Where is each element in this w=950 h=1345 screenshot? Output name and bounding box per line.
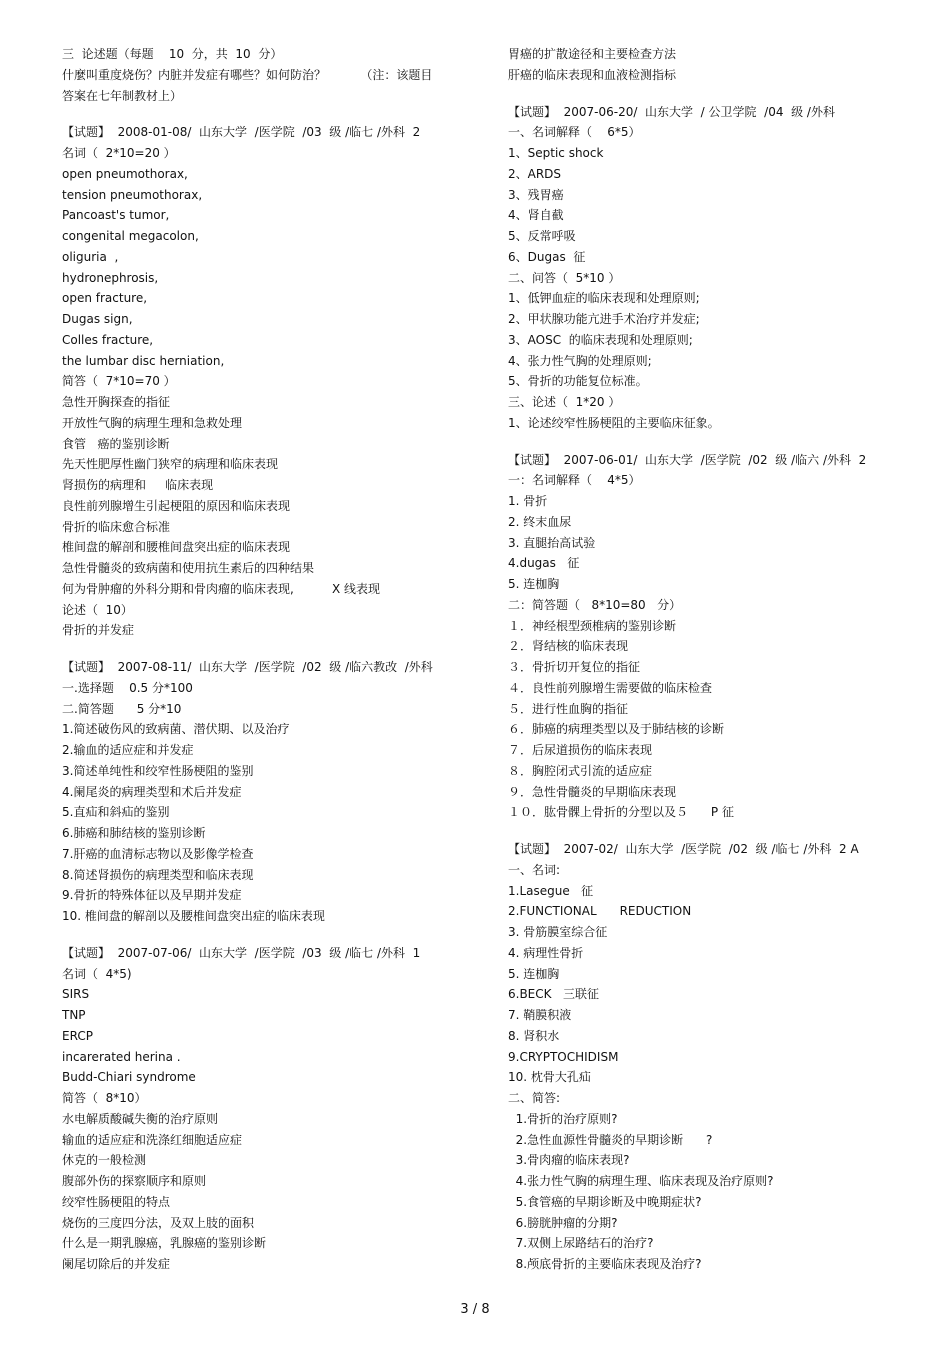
text-line: 2、ARDS xyxy=(508,166,562,181)
text-line: oliguria , xyxy=(62,249,119,264)
text-line: 1、论述绞窄性肠梗阻的主要临床征象。 xyxy=(508,415,720,430)
text-line: 2.FUNCTIONAL REDUCTION xyxy=(508,904,692,919)
text-line: open fracture, xyxy=(62,291,148,306)
text-line: 名词（ 2*10=20 ） xyxy=(62,146,176,160)
text-line: 3.简述单纯性和绞窄性肠梗阻的鉴别 xyxy=(62,763,254,778)
right-column xyxy=(508,44,928,1275)
text-line: ５．进行性血胸的指征 xyxy=(508,701,629,716)
text-line: 休克的一般检测 xyxy=(62,1153,147,1168)
section-gap xyxy=(62,106,462,122)
text-line: 4.dugas 征 xyxy=(508,556,580,571)
text-line: 4、张力性气胸的处理原则; xyxy=(508,353,652,368)
text-line: 一、名词解释（ 6*5） xyxy=(508,125,641,140)
text-line: 什麼叫重度烧伤？内脏并发症有哪些？如何防治？ （注：该题目 xyxy=(62,67,433,82)
text-line: 2、甲状腺功能亢进手术治疗并发症; xyxy=(508,312,700,326)
text-line: ４．良性前列腺增生需要做的临床检查 xyxy=(508,680,713,695)
text-line: 【试题】 2007-08-11/ 山东大学 /医学院 /02 级 /临六教改 /外科 xyxy=(62,660,433,674)
text-line: 5. 连枷胸 xyxy=(508,966,560,981)
text-line: 食管 癌的鉴别诊断 xyxy=(62,436,170,451)
text-line: 1.简述破伤风的致病菌、潜伏期、以及治疗 xyxy=(62,722,290,737)
section-gap xyxy=(508,86,928,102)
text-line: ７．后尿道损伤的临床表现 xyxy=(508,743,653,757)
text-line: 良性前列腺增生引起梗阻的原因和临床表现 xyxy=(62,498,291,513)
text-line: 开放性气胸的病理生理和急救处理 xyxy=(62,415,243,430)
text-line: Colles fracture, xyxy=(62,332,154,347)
text-line: 一.选择题 0.5 分*100 xyxy=(62,680,193,695)
text-line: 答案在七年制教材上） xyxy=(62,88,183,103)
text-line: 7. 鞘膜积液 xyxy=(508,1008,572,1022)
text-line: 三、论述（ 1*20 ） xyxy=(508,395,621,409)
text-line: 肝癌的临床表现和血液检测指标 xyxy=(508,67,677,82)
text-line: 1、Septic shock xyxy=(508,146,604,160)
text-line: 3. 直腿抬高试验 xyxy=(508,535,596,550)
text-line: 2. 终末血尿 xyxy=(508,514,572,529)
text-line: 8. 肾积水 xyxy=(508,1028,560,1043)
text-line: TNP xyxy=(62,1008,86,1022)
text-line: 5、骨折的功能复位标准。 xyxy=(508,374,648,389)
text-line: Budd-Chiari syndrome xyxy=(62,1070,196,1085)
text-line: １０．肱骨髁上骨折的分型以及５ P 征 xyxy=(508,805,734,820)
text-line: 5. 连枷胸 xyxy=(508,577,560,591)
text-line: 【试题】 2008-01-08/ 山东大学 /医学院 /03 级 /临七 /外科 2 xyxy=(62,125,421,140)
text-line: 烧伤的三度四分法，及双上肢的面积 xyxy=(62,1215,255,1230)
text-line: 4.张力性气胸的病理生理、临床表现及治疗原则? xyxy=(508,1174,774,1188)
text-line: 简答（ 7*10=70 ） xyxy=(62,374,176,389)
text-line: １．神经根型颈椎病的鉴别诊断 xyxy=(508,618,677,633)
page-number: 3 / 8 xyxy=(460,1302,490,1317)
text-line: 水电解质酸碱失衡的治疗原则 xyxy=(62,1111,219,1126)
text-line: ９．急性骨髓炎的早期临床表现 xyxy=(508,784,677,799)
text-line: open pneumothorax, xyxy=(62,166,188,181)
section-gap xyxy=(62,641,462,657)
text-line: 骨折的临床愈合标准 xyxy=(62,519,171,534)
text-line: 1、低钾血症的临床表现和处理原则; xyxy=(508,291,700,306)
text-line: ６．肺癌的病理类型以及于肺结核的诊断 xyxy=(508,722,725,737)
text-line: 5.直疝和斜疝的鉴别 xyxy=(62,805,170,820)
text-line: 6.膀胱肿瘤的分期? xyxy=(508,1215,618,1230)
text-line: ERCP xyxy=(62,1028,93,1043)
text-line: 输血的适应症和洗涤红细胞适应症 xyxy=(62,1132,243,1147)
text-line: 急性骨髓炎的致病菌和使用抗生素后的四种结果 xyxy=(62,561,315,575)
text-line: 什么是一期乳腺癌，乳腺癌的鉴别诊断 xyxy=(62,1236,267,1251)
text-line: 一、名词: xyxy=(508,862,561,877)
text-line: 阑尾切除后的并发症 xyxy=(62,1257,171,1271)
text-line: 急性开胸探查的指征 xyxy=(62,395,171,409)
text-line: ８．胸腔闭式引流的适应症 xyxy=(508,763,653,778)
text-line: 三 论述题（每题 10 分，共 10 分） xyxy=(62,47,283,61)
text-line: 简答（ 8*10） xyxy=(62,1091,147,1105)
text-line: 椎间盘的解剖和腰椎间盘突出症的临床表现 xyxy=(62,540,291,555)
text-line: hydronephrosis, xyxy=(62,270,159,285)
text-line: 绞窄性肠梗阻的特点 xyxy=(62,1194,171,1209)
text-line: 2.急性血源性骨髓炎的早期诊断 ? xyxy=(508,1132,713,1147)
section-gap xyxy=(508,823,928,839)
text-line: 3.骨肉瘤的临床表现? xyxy=(508,1153,630,1168)
text-line: 9.CRYPTOCHIDISM xyxy=(508,1049,619,1064)
text-line: 6.BECK 三联征 xyxy=(508,987,599,1002)
text-line: 8.简述肾损伤的病理类型和临床表现 xyxy=(62,867,254,882)
text-line: 【试题】 2007-06-20/ 山东大学 / 公卫学院 /04 级 /外科 xyxy=(508,104,835,119)
text-line: 3、AOSC 的临床表现和处理原则; xyxy=(508,332,693,347)
text-line: 3. 骨筋膜室综合征 xyxy=(508,925,608,939)
text-line: the lumbar disc herniation, xyxy=(62,353,225,368)
text-line: 二、问答（ 5*10 ） xyxy=(508,270,621,285)
text-line: 10. 椎间盘的解剖以及腰椎间盘突出症的临床表现 xyxy=(62,909,325,923)
text-line: 6.肺癌和肺结核的鉴别诊断 xyxy=(62,826,206,840)
text-line: 4、肾自截 xyxy=(508,208,564,223)
text-line: ２．肾结核的临床表现 xyxy=(508,639,629,654)
text-line: 腹部外伤的探察顺序和原则 xyxy=(62,1174,207,1188)
text-line: 10. 枕骨大孔疝 xyxy=(508,1070,591,1085)
text-line: 4. 病理性骨折 xyxy=(508,945,584,960)
text-line: 胃癌的扩散途径和主要检查方法 xyxy=(508,47,677,61)
text-line: 1.Lasegue 征 xyxy=(508,883,594,898)
text-line: 二.简答题 5 分*10 xyxy=(62,701,182,716)
text-line: 【试题】 2007-06-01/ 山东大学 /医学院 /02 级 /临六 /外科 2 xyxy=(508,452,867,467)
text-line: 二：简答题（ 8*10=80 分） xyxy=(508,597,682,612)
text-line: Pancoast's tumor, xyxy=(62,208,170,223)
text-line: 6、Dugas 征 xyxy=(508,249,586,264)
text-line: 1. 骨折 xyxy=(508,494,548,508)
text-line: 何为骨肿瘤的外科分期和骨肉瘤的临床表现, X 线表现 xyxy=(62,581,380,596)
text-line: 论述（ 10） xyxy=(62,602,133,617)
text-line: 5、反常呼吸 xyxy=(508,229,576,243)
text-line: 名词（ 4*5) xyxy=(62,966,132,981)
text-line: 【试题】 2007-07-06/ 山东大学 /医学院 /03 级 /临七 /外科 1 xyxy=(62,945,421,960)
text-line: 【试题】 2007-02/ 山东大学 /医学院 /02 级 /临七 /外科 2 A xyxy=(508,842,859,856)
section-gap xyxy=(62,927,462,943)
left-column xyxy=(62,44,462,1275)
text-line: 一：名词解释（ 4*5） xyxy=(508,473,641,488)
text-line: 先天性肥厚性幽门狭窄的病理和临床表现 xyxy=(62,457,279,472)
text-line: incarerated herina . xyxy=(62,1049,181,1064)
text-line: 4.阑尾炎的病理类型和术后并发症 xyxy=(62,784,242,799)
text-line: 9.骨折的特殊体征以及早期并发症 xyxy=(62,888,242,903)
section-gap xyxy=(508,434,928,450)
text-line: 2.输血的适应症和并发症 xyxy=(62,743,194,757)
text-line: 3、残胃癌 xyxy=(508,187,564,202)
text-line: 1.骨折的治疗原则? xyxy=(508,1111,618,1126)
text-line: ３．骨折切开复位的指征 xyxy=(508,660,641,674)
text-line: 5.食管癌的早期诊断及中晚期症状? xyxy=(508,1194,702,1209)
text-line: congenital megacolon, xyxy=(62,229,199,243)
text-line: Dugas sign, xyxy=(62,312,133,326)
text-line: 二、简答: xyxy=(508,1091,561,1105)
text-line: 骨折的并发症 xyxy=(62,623,135,638)
text-line: 肾损伤的病理和 临床表现 xyxy=(62,478,214,492)
text-line: 7.肝癌的血清标志物以及影像学检查 xyxy=(62,846,254,861)
text-line: SIRS xyxy=(62,987,90,1002)
text-line: tension pneumothorax, xyxy=(62,187,203,202)
text-line: 8.颅底骨折的主要临床表现及治疗? xyxy=(508,1257,702,1271)
text-line: 7.双侧上尿路结石的治疗? xyxy=(508,1236,654,1251)
